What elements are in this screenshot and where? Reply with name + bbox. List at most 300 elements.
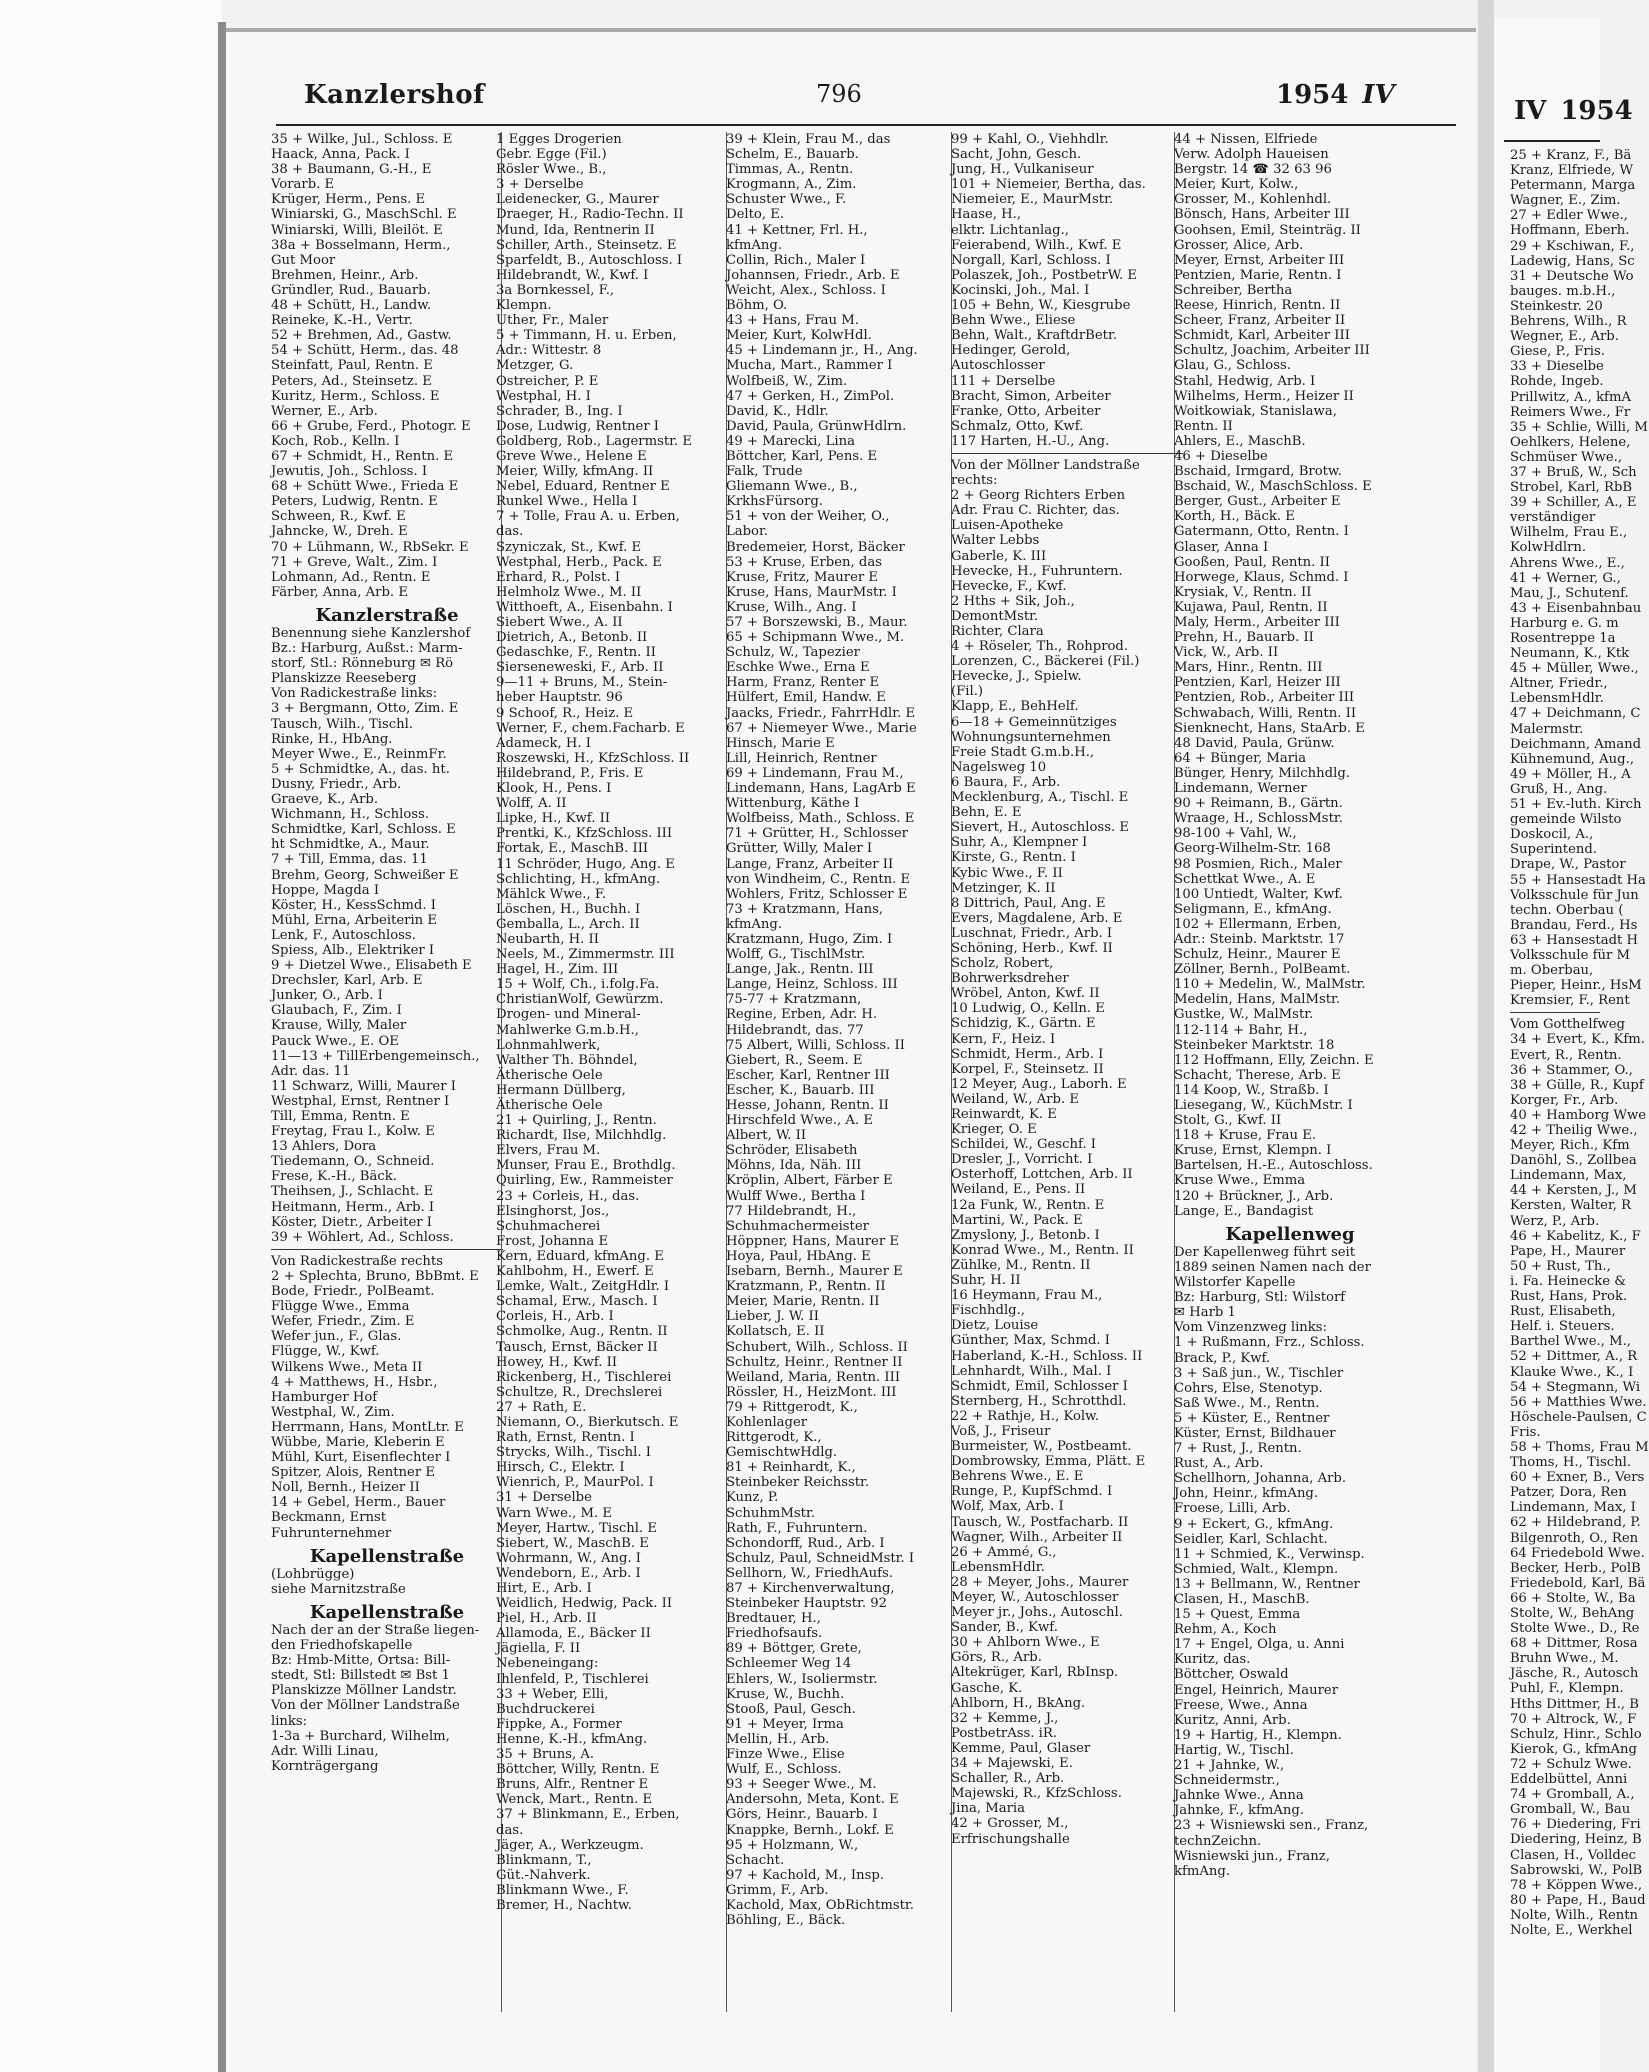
directory-entry: Kruse, Ernst, Klempn. I bbox=[1174, 1143, 1332, 1159]
directory-entry: Theihsen, J., Schlacht. E bbox=[271, 1184, 434, 1200]
directory-entry: Schlichting, H., kfmAng. bbox=[496, 871, 661, 887]
directory-entry: Bartelsen, H.-E., Autoschloss. bbox=[1174, 1158, 1373, 1174]
directory-entry: Majewski, R., KfzSchloss. bbox=[951, 1786, 1122, 1802]
directory-entry: Ladewig, Hans, Sc bbox=[1510, 253, 1635, 269]
directory-entry: Schondorff, Rud., Arb. I bbox=[726, 1535, 885, 1551]
scan-margin-left bbox=[0, 0, 222, 2072]
directory-entry: Freytag, Frau I., Kolw. E bbox=[271, 1124, 435, 1140]
directory-entry: Wefer jun., F., Glas. bbox=[271, 1329, 402, 1345]
directory-entry: Vom Vinzenzweg links: bbox=[1174, 1320, 1328, 1336]
directory-entry: 11—13 + TillErbengemeinsch., bbox=[271, 1048, 480, 1064]
directory-entry: Meyer jr., Johs., Autoschl. bbox=[951, 1605, 1123, 1621]
directory-entry: Gut Moor bbox=[271, 252, 336, 268]
directory-entry: Regine, Erben, Adr. H. bbox=[726, 1007, 878, 1023]
directory-entry: Steinbeker Marktstr. 18 bbox=[1174, 1037, 1335, 1053]
directory-entry: 9 + Eckert, G., kfmAng. bbox=[1174, 1516, 1334, 1532]
directory-entry: Bruhn Wwe., M. bbox=[1510, 1651, 1619, 1667]
directory-entry: 118 + Kruse, Frau E. bbox=[1174, 1128, 1317, 1144]
directory-entry: 30 + Ahlborn Wwe., E bbox=[951, 1635, 1100, 1651]
directory-entry: Kujawa, Paul, Rentn. II bbox=[1174, 599, 1328, 615]
directory-entry: Spiess, Alb., Elektriker I bbox=[271, 942, 435, 958]
directory-entry: John, Heinr., kfmAng. bbox=[1174, 1486, 1319, 1502]
directory-entry: Dusny, Friedr., Arb. bbox=[271, 776, 402, 792]
directory-entry: Köster, Dietr., Arbeiter I bbox=[271, 1214, 432, 1230]
directory-entry: Korpel, F., Steinsetz. II bbox=[951, 1061, 1104, 1077]
directory-entry: Georg-Wilhelm-Str. 168 bbox=[1174, 841, 1331, 857]
directory-entry: Günther, Max, Schmd. I bbox=[951, 1333, 1110, 1349]
directory-entry: Verw. Adolph Haueisen bbox=[1174, 147, 1329, 163]
directory-entry: Runkel Wwe., Hella I bbox=[496, 494, 638, 510]
directory-entry: Krüger, Herm., Pens. E bbox=[271, 192, 426, 208]
directory-entry: 2 + Georg Richters Erben bbox=[951, 488, 1126, 504]
directory-entry: Ahlers, E., MaschB. bbox=[1174, 433, 1306, 449]
directory-entry: Winiarski, G., MaschSchl. E bbox=[271, 207, 457, 223]
directory-entry: Schuhmacherei bbox=[496, 1218, 601, 1234]
directory-entry: 32 + Kemme, J., bbox=[951, 1710, 1059, 1726]
directory-entry: Löschen, H., Buchh. I bbox=[496, 901, 641, 917]
directory-entry: Kersten, Walter, R bbox=[1510, 1198, 1632, 1214]
directory-entry: Schöning, Herb., Kwf. II bbox=[951, 940, 1113, 956]
directory-entry: Corleis, H., Arb. I bbox=[496, 1309, 614, 1325]
directory-entry: Schelm, E., Bauarb. bbox=[726, 147, 859, 163]
directory-column-3 bbox=[726, 132, 958, 2032]
directory-entry: Stahl, Hedwig, Arb. I bbox=[1174, 373, 1316, 389]
directory-entry: Jäsche, R., Autosch bbox=[1510, 1666, 1639, 1682]
directory-entry: Mühl, Erna, Arbeiterin E bbox=[271, 912, 437, 928]
directory-entry: Kornträgergang bbox=[271, 1758, 379, 1774]
directory-entry: Albert, W. II bbox=[726, 1128, 807, 1144]
directory-entry: Dose, Ludwig, Rentner I bbox=[496, 418, 660, 434]
directory-entry: Benennung siehe Kanzlershof bbox=[271, 626, 471, 641]
directory-entry: 27 + Rath, E. bbox=[496, 1399, 587, 1415]
directory-entry: Dresler, J., Vorricht. I bbox=[951, 1152, 1093, 1168]
directory-entry: Richardt, Ilse, Milchhdlg. bbox=[496, 1128, 667, 1144]
directory-entry: Meier, Kurt, Kolw., bbox=[1174, 177, 1299, 193]
directory-entry: Schuhmachermeister bbox=[726, 1218, 869, 1234]
directory-entry: Adr.: Wittestr. 8 bbox=[496, 343, 602, 359]
directory-entry: Kybic Wwe., F. II bbox=[951, 865, 1063, 881]
directory-entry: Wisniewski jun., Franz, bbox=[1174, 1848, 1330, 1864]
directory-entry: Schmidt, Emil, Schlosser I bbox=[951, 1378, 1128, 1394]
directory-entry: Krysiak, V., Rentn. II bbox=[1174, 584, 1312, 600]
directory-entry: 17 + Engel, Olga, u. Anni bbox=[1174, 1637, 1345, 1653]
directory-entry: Engel, Heinrich, Maurer bbox=[1174, 1682, 1339, 1698]
directory-entry: Schultz, Heinr., Rentner II bbox=[726, 1354, 903, 1370]
directory-entry: 13 + Bellmann, W., Rentner bbox=[1174, 1576, 1360, 1592]
directory-entry: Lindemann, Werner bbox=[1174, 781, 1307, 797]
directory-entry: Superintend. bbox=[1510, 842, 1598, 858]
directory-entry: Patzer, Dora, Ren bbox=[1510, 1485, 1627, 1501]
directory-entry: 68 + Schütt Wwe., Frieda E bbox=[271, 479, 459, 495]
directory-entry: Bz: Hmb-Mitte, Ortsa: Bill- bbox=[271, 1653, 451, 1669]
directory-entry: 11 + Schmied, K., Verwinsp. bbox=[1174, 1546, 1365, 1562]
directory-entry: Kunz, P. bbox=[726, 1490, 779, 1506]
directory-entry: Eddelbüttel, Anni bbox=[1510, 1772, 1628, 1788]
directory-entry: 2 + Splechta, Bruno, BbBmt. E bbox=[271, 1268, 479, 1284]
directory-entry: 98 Posmien, Rich., Maler bbox=[1174, 856, 1342, 872]
directory-entry: Szyniczak, St., Kwf. E bbox=[496, 539, 642, 555]
directory-entry: Pauck Wwe., E. OE bbox=[271, 1033, 399, 1049]
directory-entry: Färber, Anna, Arb. E bbox=[271, 584, 408, 600]
directory-entry: Schultze, R., Drechslerei bbox=[496, 1384, 663, 1400]
directory-entry: Wittenburg, Käthe I bbox=[726, 796, 860, 812]
directory-entry: 44 + Kersten, J., M bbox=[1510, 1183, 1637, 1199]
directory-entry: Schildei, W., Geschf. I bbox=[951, 1137, 1097, 1153]
directory-entry: Werner, F., chem.Facharb. E bbox=[496, 720, 685, 736]
directory-entry: Meyer, Hartw., Tischl. E bbox=[496, 1520, 657, 1536]
directory-entry: Gooßen, Paul, Rentn. II bbox=[1174, 554, 1330, 570]
directory-entry: 33 + Weber, Elli, bbox=[496, 1686, 609, 1702]
directory-entry: 102 + Ellermann, Erben, bbox=[1174, 916, 1342, 932]
directory-entry: Weiland, E., Pens. II bbox=[951, 1182, 1086, 1198]
directory-entry: Gromball, W., Bau bbox=[1510, 1802, 1631, 1818]
directory-entry: Wagner, Wilh., Arbeiter II bbox=[951, 1529, 1123, 1545]
directory-entry: Adr. Frau C. Richter, das. bbox=[951, 503, 1120, 519]
directory-entry: GemischtwHdlg. bbox=[726, 1445, 838, 1461]
directory-entry: Buchdruckerei bbox=[496, 1701, 595, 1717]
directory-entry: Lenk, F., Autoschloss. bbox=[271, 927, 416, 943]
directory-entry: Nolte, E., Werkhel bbox=[1510, 1922, 1633, 1938]
directory-entry: 7 + Tolle, Frau A. u. Erben, bbox=[496, 509, 680, 525]
directory-entry: Höppner, Hans, Maurer E bbox=[726, 1233, 899, 1249]
directory-entry: Feierabend, Wilh., Kwf. E bbox=[951, 237, 1122, 253]
directory-entry: Drogen- und Mineral- bbox=[496, 1007, 641, 1023]
directory-entry: 38 + Gülle, R., Kupf bbox=[1510, 1077, 1644, 1093]
directory-entry: 23 + Corleis, H., das. bbox=[496, 1188, 640, 1204]
directory-entry: Adr. Willi Linau, bbox=[271, 1743, 379, 1759]
directory-entry: Schulz, Heinr., Maurer E bbox=[1174, 947, 1341, 963]
directory-entry: (Fil.) bbox=[951, 684, 984, 700]
directory-entry: Von der Möllner Landstraße bbox=[951, 457, 1140, 473]
directory-entry: Gliemann Wwe., B., bbox=[726, 479, 858, 495]
directory-entry: 64 + Bünger, Maria bbox=[1174, 750, 1307, 766]
directory-entry: 13 Ahlers, Dora bbox=[271, 1139, 377, 1155]
directory-entry: 71 + Grütter, H., Schlosser bbox=[726, 826, 908, 842]
directory-entry: Mau, J., Schutenf. bbox=[1510, 585, 1629, 601]
directory-entry: Hesse, Johann, Rentn. II bbox=[726, 1098, 889, 1113]
directory-entry: Polaszek, Joh., PostbetrW. E bbox=[951, 267, 1137, 283]
directory-entry: Reinwardt, K. E bbox=[951, 1107, 1057, 1122]
directory-entry: Henne, K.-H., kfmAng. bbox=[496, 1731, 648, 1747]
directory-entry: Planskizze Möllner Landstr. bbox=[271, 1683, 457, 1699]
directory-entry: Luisen-Apotheke bbox=[951, 518, 1064, 534]
directory-entry: das. bbox=[496, 524, 524, 540]
directory-entry: 98-100 + Vahl, W., bbox=[1174, 826, 1297, 842]
directory-entry: Pape, H., Maurer bbox=[1510, 1243, 1626, 1259]
directory-entry: 66 + Stolte, W., Ba bbox=[1510, 1590, 1636, 1606]
directory-entry: 68 + Dittmer, Rosa bbox=[1510, 1636, 1638, 1652]
directory-entry: Sierseneweski, F., Arb. II bbox=[496, 660, 664, 676]
directory-entry: Tausch, Ernst, Bäcker II bbox=[496, 1339, 658, 1355]
directory-entry: Oehlkers, Helene, bbox=[1510, 434, 1631, 450]
directory-entry: Schacht, Therese, Arb. E bbox=[1174, 1067, 1341, 1083]
directory-entry: 54 + Stegmann, Wi bbox=[1510, 1379, 1641, 1395]
directory-entry: Seligmann, E., kfmAng. bbox=[1174, 901, 1332, 917]
directory-entry: Wefer, Friedr., Zim. E bbox=[271, 1314, 415, 1330]
directory-entry: Junker, O., Arb. I bbox=[271, 988, 383, 1004]
directory-entry: Andersohn, Meta, Kont. E bbox=[726, 1792, 899, 1808]
directory-entry: Tiedemann, O., Schneid. bbox=[271, 1154, 435, 1170]
directory-entry: Lohmann, Ad., Rentn. E bbox=[271, 569, 431, 585]
directory-entry: Schacht. bbox=[726, 1852, 785, 1868]
directory-entry: Gedaschke, F., Rentn. II bbox=[496, 645, 656, 661]
directory-entry: Schween, R., Kwf. E bbox=[271, 509, 406, 525]
directory-entry: 63 + Hansestadt H bbox=[1510, 932, 1639, 948]
directory-entry: Eschke Wwe., Erna E bbox=[726, 660, 870, 676]
directory-entry: Gruß, H., Ang. bbox=[1510, 781, 1608, 797]
directory-entry: 99 + Kahl, O., Viehhdlr. bbox=[951, 132, 1109, 147]
directory-entry: Drechsler, Karl, Arb. E bbox=[271, 973, 423, 989]
directory-entry: Escher, Karl, Rentner III bbox=[726, 1067, 890, 1083]
directory-entry: 76 + Diedering, Fri bbox=[1510, 1817, 1641, 1833]
directory-entry: das. bbox=[496, 1822, 524, 1838]
directory-entry: Westphal, Ernst, Rentner I bbox=[271, 1093, 450, 1109]
directory-entry: 41 + Werner, G., bbox=[1510, 570, 1621, 586]
directory-entry: Kahlbohm, H., Ewerf. E bbox=[496, 1264, 654, 1280]
directory-entry: 111 + Derselbe bbox=[951, 373, 1056, 389]
directory-entry: Clasen, H., MaschB. bbox=[1174, 1592, 1310, 1607]
directory-entry: Vorarb. E bbox=[271, 177, 335, 193]
directory-entry: 39 + Klein, Frau M., das bbox=[726, 132, 891, 147]
directory-entry: Reimers Wwe., Fr bbox=[1510, 404, 1631, 420]
directory-entry: Becker, Herb., PolB bbox=[1510, 1560, 1641, 1576]
directory-entry: Rösler Wwe., B., bbox=[496, 162, 607, 178]
directory-entry: Strycks, Wilh., Tischl. I bbox=[496, 1445, 651, 1461]
directory-entry: 93 + Seeger Wwe., M. bbox=[726, 1777, 877, 1793]
directory-entry: Rosentreppe 1a bbox=[1510, 631, 1616, 646]
directory-entry: Meyer, Ernst, Arbeiter III bbox=[1174, 252, 1345, 268]
directory-entry: Schrader, B., Ing. I bbox=[496, 403, 623, 419]
street-heading: Kapellenstraße bbox=[309, 1601, 465, 1623]
directory-entry: Schwabach, Willi, Rentn. II bbox=[1174, 705, 1357, 721]
directory-entry: Graeve, K., Arb. bbox=[271, 792, 379, 808]
directory-entry: Wenck, Mart., Rentn. E bbox=[496, 1792, 653, 1808]
directory-entry: 43 + Hans, Frau M. bbox=[726, 313, 859, 329]
directory-entry: Behn, Walt., KraftdrBetr. bbox=[951, 328, 1118, 344]
directory-entry: Hirt, E., Arb. I bbox=[496, 1581, 592, 1596]
directory-entry: Hirschfeld Wwe., A. E bbox=[726, 1113, 873, 1129]
directory-entry: 45 + Lindemann jr., H., Ang. bbox=[726, 343, 918, 359]
directory-entry: Neumann, K., Ktk bbox=[1510, 646, 1630, 662]
directory-entry: Tausch, W., Postfacharb. II bbox=[951, 1514, 1129, 1530]
directory-entry: 51 + Ev.-luth. Kirch bbox=[1510, 797, 1642, 813]
street-heading: Kapellenweg bbox=[1225, 1223, 1355, 1245]
directory-entry: Wohnungsunternehmen bbox=[951, 729, 1111, 745]
directory-entry: Clasen, H., Volldec bbox=[1510, 1847, 1637, 1863]
year-label: 1954 bbox=[1276, 80, 1349, 110]
directory-entry: Mecklenburg, A., Tischl. E bbox=[951, 790, 1129, 806]
directory-entry: 48 David, Paula, Grünw. bbox=[1174, 735, 1335, 751]
directory-entry: Wilhelms, Herm., Heizer II bbox=[1174, 388, 1354, 404]
directory-entry: Bönsch, Hans, Arbeiter III bbox=[1174, 207, 1350, 223]
directory-entry: Kremsier, F., Rent bbox=[1510, 993, 1630, 1009]
directory-entry: 55 + Hansestadt Ha bbox=[1510, 872, 1646, 888]
directory-entry: Gustke, W., MalMstr. bbox=[1174, 1007, 1314, 1023]
directory-entry: 56 + Matthies Wwe. bbox=[1510, 1394, 1647, 1410]
directory-entry: Voß, J., Friseur bbox=[951, 1423, 1051, 1439]
directory-entry: 29 + Kschiwan, F., bbox=[1510, 238, 1635, 254]
directory-entry: Nolte, Wilh., Rentn bbox=[1510, 1907, 1639, 1923]
directory-entry: Bredtauer, H., bbox=[726, 1611, 821, 1627]
directory-entry: Böttcher, Oswald bbox=[1174, 1667, 1289, 1683]
directory-entry: Kemme, Paul, Glaser bbox=[951, 1740, 1091, 1756]
directory-entry: 52 + Dittmer, A., R bbox=[1510, 1349, 1638, 1365]
directory-entry: Wolfbeiß, W., Zim. bbox=[726, 373, 848, 389]
directory-entry: 89 + Böttger, Grete, bbox=[726, 1641, 862, 1657]
directory-entry: Weicht, Alex., Schloss. I bbox=[726, 282, 886, 298]
directory-entry: Metzinger, K. II bbox=[951, 880, 1056, 896]
directory-entry: Niemeier, E., MaurMstr. bbox=[951, 192, 1114, 208]
directory-entry: Rohde, Ingeb. bbox=[1510, 374, 1604, 390]
directory-entry: Hevecke, H., Fuhruntern. bbox=[951, 563, 1123, 579]
directory-entry: 1 + Rußmann, Frz., Schloss. bbox=[1174, 1335, 1365, 1351]
directory-entry: Lehnhardt, Wilh., Mal. I bbox=[951, 1363, 1112, 1379]
directory-entry: KolwHdlrn. bbox=[1510, 540, 1587, 556]
directory-entry: 65 + Schipmann Wwe., M. bbox=[726, 630, 905, 646]
directory-entry: 49 + Marecki, Lina bbox=[726, 433, 855, 449]
directory-entry: Delto, E. bbox=[726, 207, 785, 223]
directory-entry: Dietrich, A., Betonb. II bbox=[496, 630, 648, 646]
directory-entry: Schultz, Joachim, Arbeiter III bbox=[1174, 343, 1370, 359]
directory-entry: Jägiella, F. II bbox=[496, 1641, 581, 1657]
directory-entry: Meyer Wwe., E., ReinmFr. bbox=[271, 746, 447, 762]
directory-entry: 75 Albert, Willi, Schloss. II bbox=[726, 1037, 905, 1053]
directory-entry: Luschnat, Friedr., Arb. I bbox=[951, 925, 1113, 941]
directory-entry: Flügge Wwe., Emma bbox=[271, 1299, 410, 1315]
directory-entry: Schulz, Paul, SchneidMstr. I bbox=[726, 1550, 915, 1566]
directory-entry: Kocinski, Joh., Mal. I bbox=[951, 282, 1090, 298]
directory-entry: 35 + Schlie, Willi, M bbox=[1510, 419, 1648, 435]
directory-entry: Weiland, W., Arb. E bbox=[951, 1091, 1080, 1107]
directory-entry: Klempn. bbox=[496, 298, 552, 314]
directory-entry: Wolfbeiss, Math., Schloss. E bbox=[726, 811, 915, 827]
directory-entry: Runge, P., KupfSchmd. I bbox=[951, 1484, 1113, 1500]
directory-entry: Böttcher, Willy, Rentn. E bbox=[496, 1762, 660, 1778]
directory-entry: Schellhorn, Johanna, Arb. bbox=[1174, 1471, 1347, 1487]
directory-entry: Adr. das. 11 bbox=[271, 1063, 351, 1079]
directory-entry: Küster, Ernst, Bildhauer bbox=[1174, 1425, 1336, 1441]
directory-entry: Barthel Wwe., M., bbox=[1510, 1334, 1631, 1350]
directory-entry: Stolte Wwe., D., Re bbox=[1510, 1621, 1640, 1637]
directory-entry: 8 Dittrich, Paul, Ang. E bbox=[951, 895, 1106, 911]
directory-entry: 80 + Pape, H., Baud bbox=[1510, 1892, 1646, 1908]
directory-entry: 71 + Greve, Walt., Zim. I bbox=[271, 554, 438, 570]
directory-entry: Erhard, R., Polst. I bbox=[496, 569, 621, 585]
directory-entry: Lange, E., Bandagist bbox=[1174, 1203, 1314, 1219]
directory-entry: Greve Wwe., Helene E bbox=[496, 448, 647, 464]
adjacent-directory-column bbox=[1510, 148, 1649, 1938]
section-rule bbox=[951, 453, 1183, 454]
directory-entry: Bz: Harburg, Stl: Wilstorf bbox=[1174, 1290, 1346, 1306]
directory-entry: Haack, Anna, Pack. I bbox=[271, 147, 410, 163]
directory-entry: Howey, H., Kwf. II bbox=[496, 1354, 618, 1370]
directory-entry: Westphal, H. I bbox=[496, 388, 591, 404]
directory-entry: Heitmann, Herm., Arb. I bbox=[271, 1199, 435, 1215]
directory-entry: Ahrens Wwe., E., bbox=[1510, 555, 1625, 571]
directory-entry: Danöhl, S., Zollbea bbox=[1510, 1153, 1637, 1169]
directory-entry: Lipke, H., Kwf. II bbox=[496, 811, 611, 827]
directory-entry: 1 Egges Drogerien bbox=[496, 132, 622, 147]
directory-entry: Bode, Friedr., PolBeamt. bbox=[271, 1284, 435, 1300]
directory-entry: 52 + Brehmen, Ad., Gastw. bbox=[271, 328, 452, 344]
directory-entry: Hildebrandt, W., Kwf. I bbox=[496, 267, 649, 283]
directory-entry: 34 + Evert, K., Kfm. bbox=[1510, 1032, 1645, 1048]
directory-entry: Sparfeldt, B., Autoschloss. I bbox=[496, 252, 683, 268]
directory-entry: Munser, Frau E., Brothdlg. bbox=[496, 1158, 676, 1174]
directory-entry: Altner, Friedr., bbox=[1510, 676, 1608, 692]
directory-entry: Franke, Otto, Arbeiter bbox=[951, 403, 1101, 419]
directory-entry: Goldberg, Rob., Lagermstr. E bbox=[496, 433, 693, 449]
directory-entry: ✉ Harb 1 bbox=[1174, 1305, 1236, 1321]
directory-entry: Hülfert, Emil, Handw. E bbox=[726, 690, 886, 706]
directory-entry: Schröder, Elisabeth bbox=[726, 1143, 858, 1159]
directory-entry: Drape, W., Pastor bbox=[1510, 857, 1626, 873]
directory-entry: Kranz, Elfriede, W bbox=[1510, 163, 1634, 179]
directory-entry: 10 Ludwig, O., Kelln. E bbox=[951, 1001, 1105, 1017]
directory-entry: Schreiber, Bertha bbox=[1174, 282, 1293, 298]
directory-entry: Suhr, H. II bbox=[951, 1273, 1021, 1289]
directory-entry: 95 + Holzmann, W., bbox=[726, 1837, 859, 1853]
page-edge-shadow bbox=[218, 22, 226, 2072]
directory-entry: Labor. bbox=[726, 524, 769, 540]
directory-entry: Berger, Gust., Arbeiter E bbox=[1174, 494, 1341, 510]
adjacent-page-fragment bbox=[1494, 18, 1649, 2072]
directory-entry: Thoms, H., Tischl. bbox=[1510, 1455, 1632, 1471]
directory-entry: 4 + Röseler, Th., Rohprod. bbox=[951, 639, 1129, 655]
directory-entry: Adr.: Steinb. Marktstr. 17 bbox=[1174, 931, 1345, 947]
directory-entry: Fuhrunternehmer bbox=[271, 1525, 392, 1541]
directory-entry: 2 Hths + Sik, Joh., bbox=[951, 593, 1075, 609]
directory-entry: 42 + Grosser, M., bbox=[951, 1816, 1069, 1832]
directory-entry: 9 Schoof, R., Heiz. E bbox=[496, 705, 634, 721]
directory-entry: 4 + Matthews, H., Hsbr., bbox=[271, 1374, 438, 1390]
directory-entry: bauges. m.b.H., bbox=[1510, 283, 1616, 299]
directory-entry: Brehm, Georg, Schweißer E bbox=[271, 867, 459, 883]
directory-entry: stedt, Stl: Billstedt ✉ Bst 1 bbox=[271, 1668, 450, 1684]
directory-entry: 5 + Küster, E., Rentner bbox=[1174, 1410, 1330, 1426]
directory-entry: Ihlenfeld, P., Tischlerei bbox=[496, 1671, 649, 1687]
directory-entry: gemeinde Wilsto bbox=[1510, 812, 1622, 828]
directory-entry: Wulff Wwe., Bertha I bbox=[726, 1188, 866, 1204]
directory-entry: Mühl, Kurt, Eisenflechter I bbox=[271, 1450, 451, 1466]
directory-entry: Collin, Rich., Maler I bbox=[726, 252, 866, 268]
directory-entry: m. Oberbau, bbox=[1510, 963, 1594, 979]
directory-entry: Kruse, Hans, MaurMstr. I bbox=[726, 584, 897, 600]
street-heading: Kapellenstraße bbox=[309, 1545, 465, 1567]
directory-entry: 35 + Wilke, Jul., Schloss. E bbox=[271, 132, 453, 147]
directory-entry: Hths Dittmer, H., B bbox=[1510, 1696, 1639, 1712]
directory-entry: Der Kapellenweg führt seit bbox=[1174, 1244, 1356, 1260]
directory-entry: Schulz, Hinr., Schlo bbox=[1510, 1726, 1642, 1742]
directory-entry: Flügge, W., Kwf. bbox=[271, 1344, 380, 1360]
directory-entry: Elsinghorst, Jos., bbox=[496, 1203, 610, 1219]
directory-entry: Peters, Ad., Steinsetz. E bbox=[271, 373, 432, 389]
directory-entry: Pentzien, Rob., Arbeiter III bbox=[1174, 690, 1355, 706]
directory-entry: Maly, Herm., Arbeiter III bbox=[1174, 615, 1340, 630]
directory-entry: Nebel, Eduard, Rentner E bbox=[496, 479, 670, 495]
directory-entry: David, Paula, GrünwHdlrn. bbox=[726, 418, 907, 434]
directory-entry: 50 + Rust, Th., bbox=[1510, 1258, 1611, 1274]
directory-entry: Lindemann, Max, bbox=[1510, 1168, 1627, 1184]
directory-entry: heber Hauptstr. 96 bbox=[496, 690, 623, 706]
directory-entry: Von Radickestraße rechts bbox=[271, 1253, 443, 1269]
directory-entry: Klapp, E., BehHelf. bbox=[951, 699, 1079, 715]
directory-entry: Mars, Hinr., Rentn. III bbox=[1174, 660, 1323, 676]
directory-entry: Woitkowiak, Stanislawa, bbox=[1174, 403, 1337, 419]
directory-entry: 78 + Köppen Wwe., bbox=[1510, 1877, 1643, 1893]
directory-entry: Schmalz, Otto, Kwf. bbox=[951, 418, 1084, 434]
directory-entry: Von der Möllner Landstraße bbox=[271, 1698, 460, 1714]
